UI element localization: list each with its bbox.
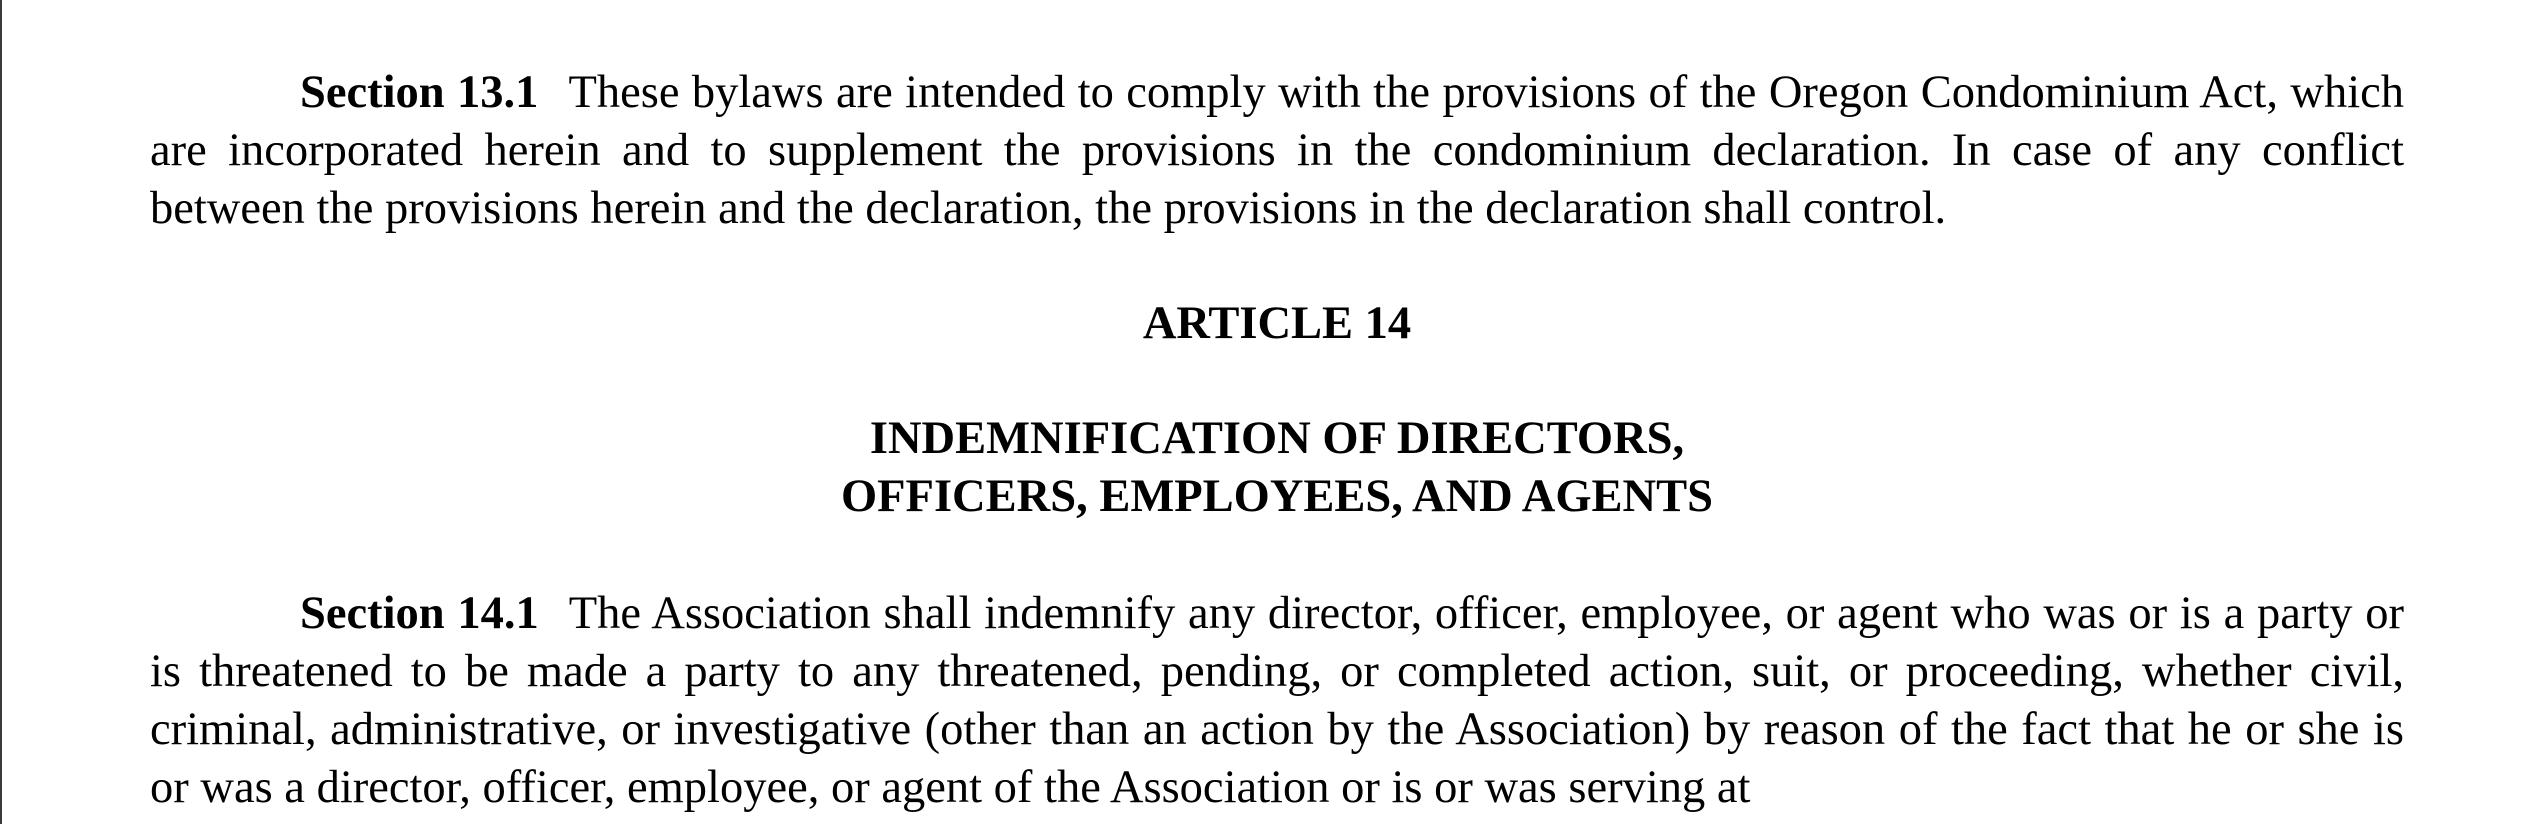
- section-13-1-paragraph: [150, 64, 2404, 238]
- article-heading: ARTICLE 14: [1142, 298, 1412, 349]
- article-title-line-1: INDEMNIFICATION OF DIRECTORS,: [869, 413, 1685, 464]
- section-13-1-text: These bylaws are intended to comply with the provisions of the Oregon Condominium Act, which are incorporated herein and to supplement the provisions in the condominium declaration. In case of any conflict between the provisions herein and the declaration, the provisions in the declaration shall control.: [150, 67, 2405, 234]
- section-13-1-label: Section 13.1: [300, 67, 539, 118]
- section-14-1-paragraph: [150, 585, 2404, 817]
- section-14-1-text: The Association shall indemnify any director, officer, employee, or agent who was or is a party or is threatened to be made a party to any threatened, pending, or completed action, suit, or proceeding, whether civil, criminal, administrative, or investigative (other than an action by the Association) by reason of the fact that he or she is or was a director, officer, employee, or agent of the Association or is or was serving at: [150, 588, 2405, 813]
- section-14-1-label: Section 14.1: [300, 588, 539, 639]
- article-title-line-2: OFFICERS, EMPLOYEES, AND AGENTS: [840, 471, 1714, 522]
- page-left-border: [0, 0, 2, 824]
